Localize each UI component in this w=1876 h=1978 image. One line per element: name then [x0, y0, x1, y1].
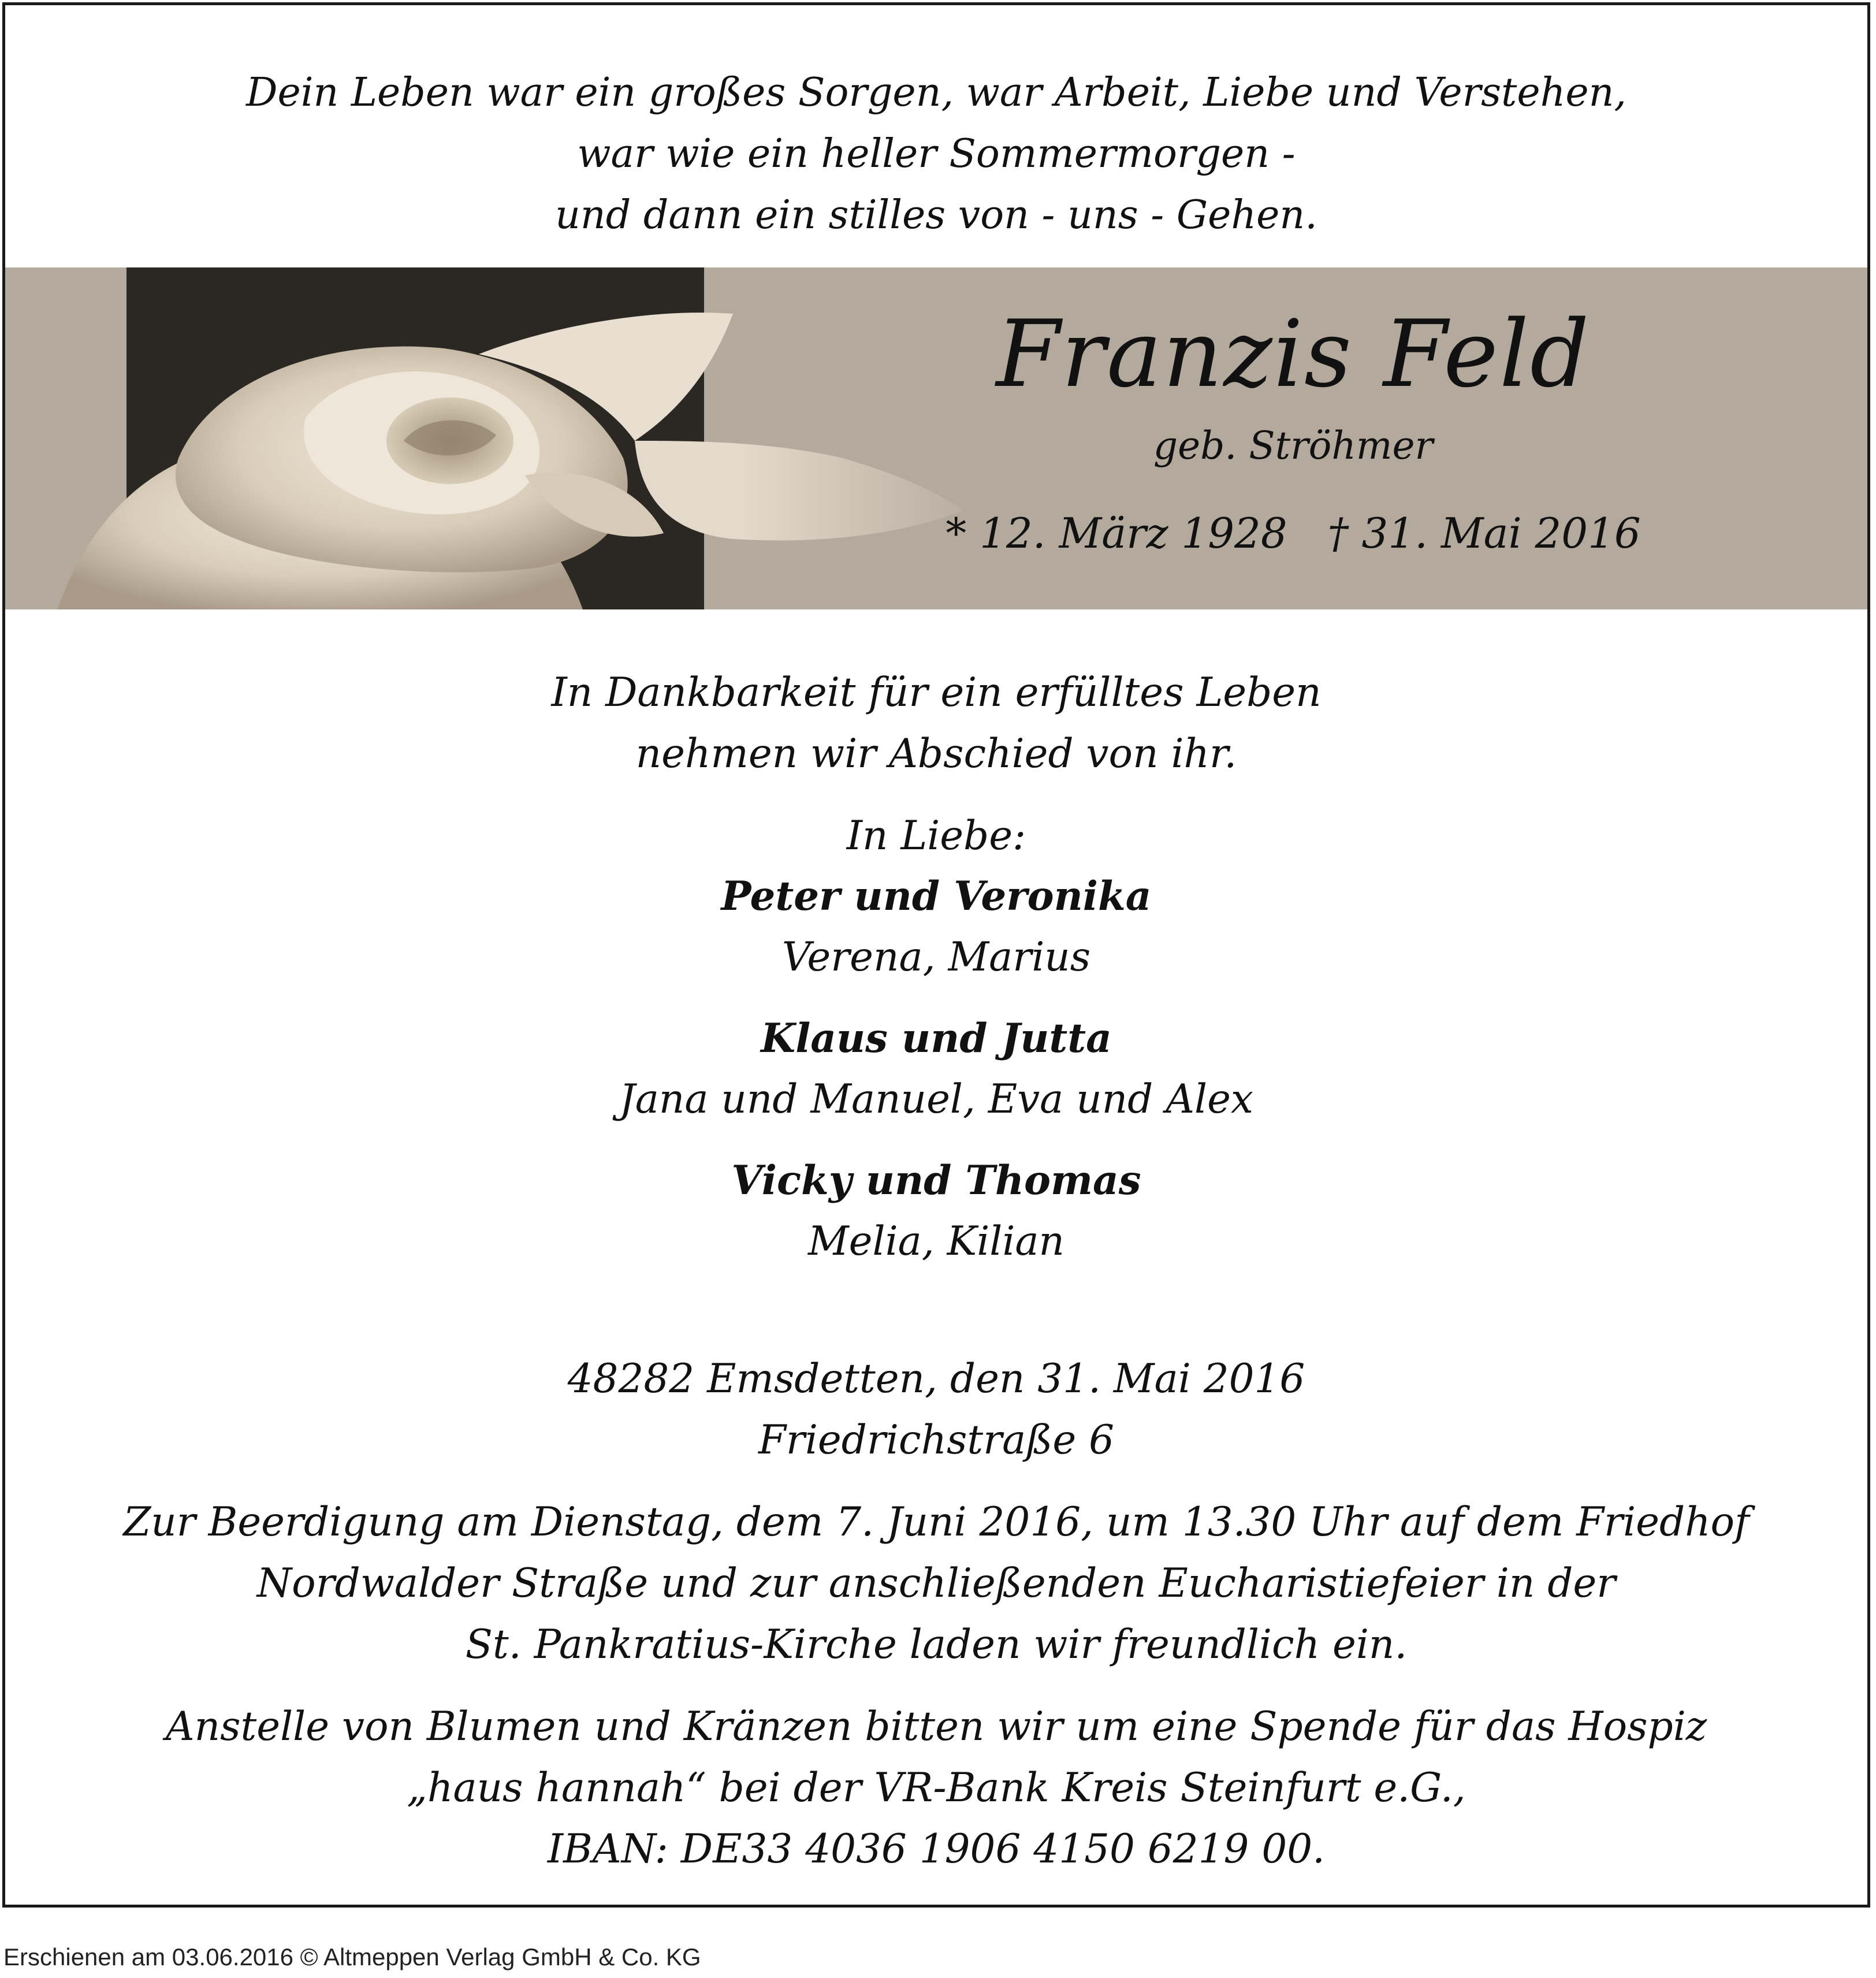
deceased-name: Franzis Feld [996, 300, 1591, 408]
donation-line-2: „haus hannah“ bei der VR-Bank Kreis Steinfurt e.G., [407, 1765, 1466, 1811]
street-address: Friedrichstraße 6 [758, 1417, 1115, 1463]
mourner-group-children: Melia, Kilian [808, 1218, 1064, 1265]
mourner-group-children: Verena, Marius [781, 934, 1091, 980]
donation-line-1: Anstelle von Blumen und Kränzen bitten wir um eine Spende für das Hospiz [165, 1704, 1707, 1750]
funeral-line-1: Zur Beerdigung am Dienstag, dem 7. Juni 2016, um 13.30 Uhr auf dem Friedhof [123, 1499, 1750, 1545]
poem-line-3: und dann ein stilles von - uns - Gehen. [555, 192, 1317, 238]
place-date: 48282 Emsdetten, den 31. Mai 2016 [567, 1356, 1305, 1402]
mourner-group-names: Peter und Veronika [721, 873, 1152, 920]
birth-name: geb. Ströhmer [1153, 423, 1434, 468]
poem-line-2: war wie ein heller Sommermorgen - [577, 131, 1296, 177]
life-dates [716, 509, 1867, 557]
gratitude-line-2: nehmen wir Abschied von ihr. [635, 731, 1237, 777]
mourner-group-names: Klaus und Jutta [761, 1015, 1112, 1062]
mourners-intro: In Liebe: [846, 813, 1026, 859]
donation-line-3: IBAN: DE33 4036 1906 4150 6219 00. [547, 1826, 1326, 1872]
publication-footer: Erschienen am 03.06.2016 © Altmeppen Verlag GmbH & Co. KG [3, 1943, 701, 1970]
gratitude-line-1: In Dankbarkeit für ein erfülltes Leben [551, 670, 1322, 716]
birth-date: * 12. März 1928 [946, 509, 1287, 557]
death-date: † 31. Mai 2016 [1327, 509, 1641, 557]
funeral-line-3: St. Pankratius-Kirche laden wir freundlich ein. [465, 1622, 1408, 1668]
header-band [5, 267, 1867, 609]
poem-line-1: Dein Leben war ein großes Sorgen, war Arbeit, Liebe und Verstehen, [245, 70, 1627, 116]
mourner-group-children: Jana und Manuel, Eva und Alex [619, 1076, 1253, 1122]
funeral-line-2: Nordwalder Straße und zur anschließenden Eucharistiefeier in der [256, 1560, 1616, 1607]
mourner-group-names: Vicky und Thomas [731, 1157, 1141, 1204]
obituary-card [2, 2, 1870, 1908]
